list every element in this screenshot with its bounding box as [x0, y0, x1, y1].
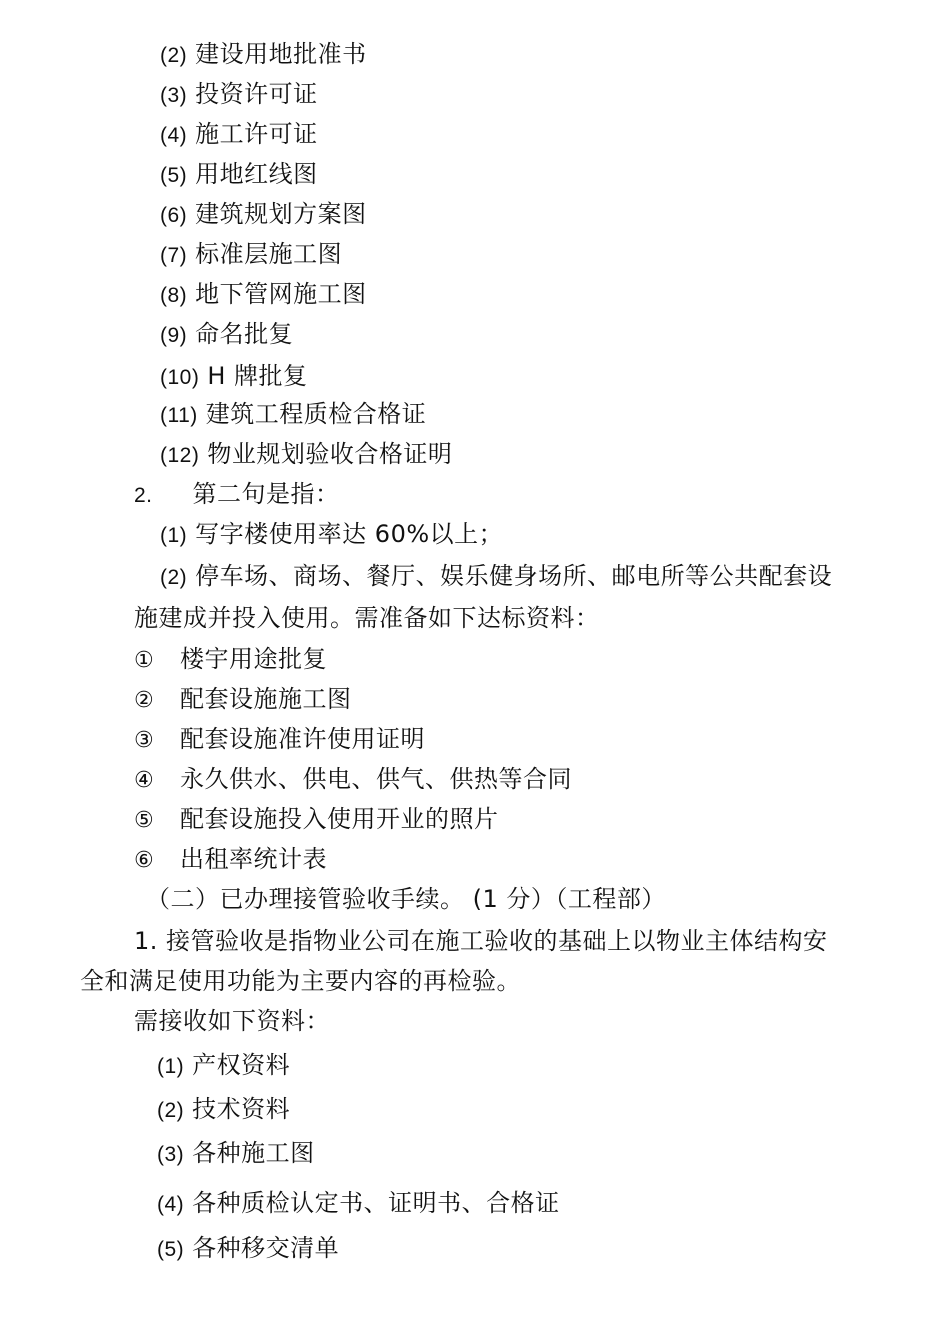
list-item [160, 439, 452, 469]
section-heading: （二）已办理接管验收手续。 (1 分）（工程部） [146, 885, 666, 913]
item-number: (10) [160, 366, 200, 389]
list-item [160, 519, 503, 549]
circled-number: ⑥ [134, 848, 155, 873]
circled-number: ⑤ [134, 808, 155, 833]
item-text: 各种移交清单 [192, 1234, 340, 1262]
circled-item [134, 764, 572, 794]
item-number: (9) [160, 324, 188, 347]
item-text: 各种施工图 [192, 1139, 315, 1167]
circled-number: ④ [134, 768, 155, 793]
heading-number: 2. [134, 484, 153, 507]
item-number: (4) [160, 124, 188, 147]
item-text: 用地红线图 [195, 160, 318, 188]
list-item [160, 39, 367, 69]
item-number: (2) [160, 44, 188, 67]
circled-item [134, 804, 499, 834]
item-text: 永久供水、供电、供气、供热等合同 [180, 765, 572, 793]
circled-number: ③ [134, 728, 155, 753]
item-number: (4) [157, 1193, 185, 1216]
circled-item [134, 644, 327, 674]
item-text: H 牌批复 [207, 362, 308, 390]
circled-item [134, 844, 327, 874]
list-item [160, 561, 832, 591]
list-item [157, 1138, 315, 1168]
item-text: 写字楼使用率达 60%以上； [195, 520, 504, 548]
item-number: (1) [160, 524, 188, 547]
item-text: 投资许可证 [195, 80, 318, 108]
item-number: (2) [157, 1099, 185, 1122]
list-item [160, 319, 293, 349]
item-number: (3) [160, 84, 188, 107]
section-heading [134, 479, 340, 509]
item-number: (1) [157, 1055, 185, 1078]
circled-item [134, 684, 352, 714]
list-item [160, 79, 318, 109]
item-number: (8) [160, 284, 188, 307]
item-number: (7) [160, 244, 188, 267]
list-item [160, 399, 426, 429]
item-text: 物业规划验收合格证明 [207, 440, 453, 468]
list-item [160, 239, 342, 269]
paragraph-line: 1. 接管验收是指物业公司在施工验收的基础上以物业主体结构安 [134, 927, 828, 955]
item-text: 命名批复 [195, 320, 294, 348]
circled-item [134, 724, 425, 754]
item-number: (5) [160, 164, 188, 187]
list-item [157, 1233, 339, 1263]
item-number: (5) [157, 1238, 185, 1261]
item-text: 出租率统计表 [180, 845, 327, 873]
item-text: 配套设施准许使用证明 [180, 725, 425, 753]
list-item [160, 159, 318, 189]
circled-number: ① [134, 648, 155, 673]
item-text: 产权资料 [192, 1051, 291, 1079]
item-text: 技术资料 [192, 1095, 291, 1123]
item-number: (11) [160, 404, 198, 427]
list-item [157, 1050, 290, 1080]
item-text: 配套设施施工图 [180, 685, 352, 713]
intro-text: 需接收如下资料： [134, 1007, 330, 1035]
item-number: (12) [160, 444, 200, 467]
item-text: 建设用地批准书 [195, 40, 367, 68]
circled-number: ② [134, 688, 155, 713]
paragraph-continuation: 施建成并投入使用。需准备如下达标资料： [134, 604, 600, 632]
item-number: (2) [160, 566, 188, 589]
item-text: 标准层施工图 [195, 240, 343, 268]
list-item [160, 279, 367, 309]
item-number: (6) [160, 204, 188, 227]
list-item [160, 199, 367, 229]
item-text: 施工许可证 [195, 120, 318, 148]
list-item [160, 119, 318, 149]
item-text: 建筑规划方案图 [195, 200, 367, 228]
item-text: 楼宇用途批复 [180, 645, 327, 673]
paragraph-line: 全和满足使用功能为主要内容的再检验。 [80, 967, 521, 995]
list-item [157, 1188, 560, 1218]
item-number: (3) [157, 1143, 185, 1166]
heading-text: 第二句是指： [192, 480, 340, 508]
item-text: 配套设施投入使用开业的照片 [180, 805, 499, 833]
list-item [160, 361, 308, 391]
item-text: 各种质检认定书、证明书、合格证 [192, 1189, 560, 1217]
item-text: 地下管网施工图 [195, 280, 367, 308]
list-item [157, 1094, 290, 1124]
item-text: 建筑工程质检合格证 [205, 400, 427, 428]
item-text: 停车场、商场、餐厅、娱乐健身场所、邮电所等公共配套设 [195, 562, 833, 590]
